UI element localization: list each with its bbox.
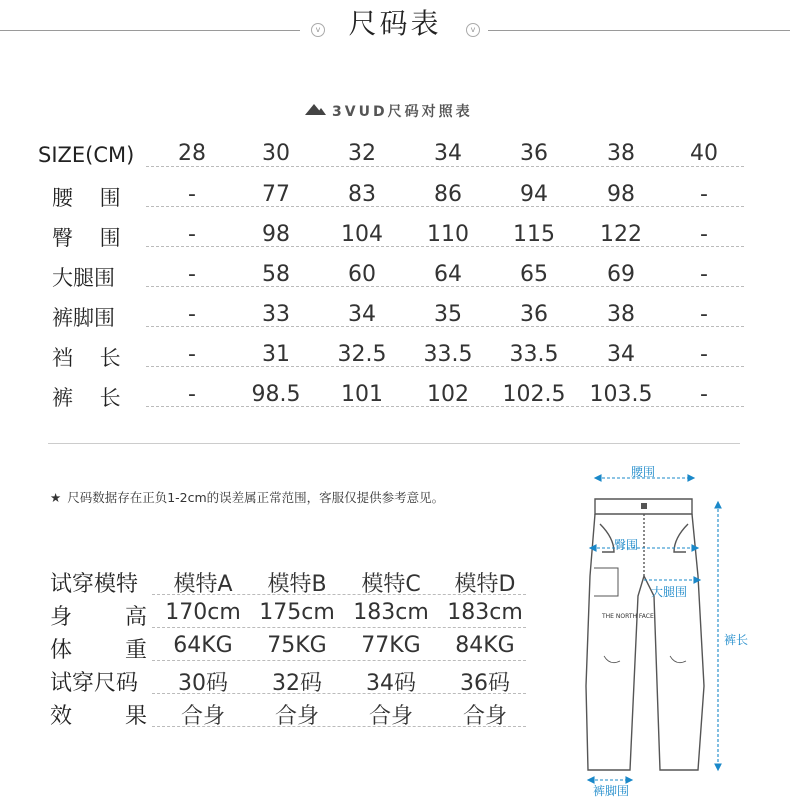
chevron-down-icon: v: [466, 23, 480, 37]
size-cell: -: [188, 382, 196, 407]
model-row-cell: 183cm: [447, 600, 523, 625]
row-divider: [146, 366, 744, 367]
size-row: [0, 260, 790, 300]
model-header-cell: 模特D: [454, 572, 516, 597]
knee-crease: [604, 656, 620, 663]
row-divider: [152, 693, 526, 694]
row-divider: [146, 246, 744, 247]
model-row-cell: 合身: [462, 704, 507, 729]
size-cell: 102.5: [502, 382, 566, 407]
size-row: [0, 300, 790, 340]
size-row: [0, 380, 790, 420]
model-header-label: 试穿模特: [50, 572, 139, 597]
size-row-label: 腰 围: [52, 186, 121, 210]
model-header-cell: 模特B: [267, 572, 327, 597]
pants-diagram: [580, 456, 780, 801]
model-row-cell: 36码: [460, 671, 510, 696]
size-row-label: 裤 长: [52, 386, 121, 410]
size-col-34: 34: [434, 141, 462, 166]
model-row-cell: 183cm: [353, 600, 429, 625]
knee-crease: [670, 656, 686, 663]
size-col-32: 32: [348, 141, 376, 166]
size-row: [0, 220, 790, 260]
model-row-cell: 170cm: [165, 600, 241, 625]
size-cell: -: [700, 302, 708, 327]
model-row-cell: 合身: [180, 704, 225, 729]
size-cell: 94: [520, 182, 548, 207]
size-cell: 34: [348, 302, 376, 327]
header-right-rule: [488, 30, 790, 31]
hip-label: 臀围: [614, 538, 639, 552]
size-cell: 33.5: [423, 342, 473, 367]
size-cell: 58: [262, 262, 290, 287]
size-cell: -: [700, 382, 708, 407]
thigh-pocket: [594, 568, 618, 596]
size-row-label: 臀 围: [52, 226, 121, 250]
size-cell: -: [188, 302, 196, 327]
size-note-text: 尺码数据存在正负1-2cm的误差属正常范围，客服仅提供参考意见。: [67, 490, 445, 505]
size-row-label: 大腿围: [52, 266, 115, 290]
model-row-cell: 合身: [274, 704, 319, 729]
size-cell: 69: [607, 262, 635, 287]
size-row-label: 裤脚围: [52, 306, 115, 330]
waist-label: 腰围: [631, 465, 656, 479]
size-cell: 83: [348, 182, 376, 207]
model-row-cell: 77KG: [361, 633, 421, 658]
model-header-cell: 模特A: [173, 572, 233, 597]
size-cell: 60: [348, 262, 376, 287]
size-cell: 65: [520, 262, 548, 287]
size-cell: -: [700, 182, 708, 207]
waist-button: [641, 503, 647, 509]
size-cell: 98: [607, 182, 635, 207]
size-cell: 98.5: [251, 382, 301, 407]
size-cell: 122: [600, 222, 642, 247]
row-divider: [146, 406, 744, 407]
row-divider: [146, 286, 744, 287]
size-cell: -: [700, 262, 708, 287]
model-row-cell: 64KG: [173, 633, 233, 658]
size-row-label: 裆 长: [52, 346, 121, 370]
size-cell: 115: [513, 222, 555, 247]
size-cell: 110: [427, 222, 469, 247]
model-row-label: 试穿尺码: [50, 671, 139, 696]
size-cell: 33.5: [509, 342, 559, 367]
size-header-row: [0, 140, 790, 180]
size-cell: 103.5: [589, 382, 653, 407]
size-row: [0, 340, 790, 380]
section-divider: [48, 443, 740, 444]
size-cell: 104: [341, 222, 383, 247]
model-row-cell: 34码: [366, 671, 416, 696]
size-col-38: 38: [607, 141, 635, 166]
size-cell: 32.5: [337, 342, 387, 367]
size-cell: -: [188, 182, 196, 207]
thigh-label: 大腿围: [651, 585, 688, 599]
size-cell: 33: [262, 302, 290, 327]
row-divider: [152, 660, 526, 661]
model-row-cell: 32码: [272, 671, 322, 696]
model-row-cell: 合身: [368, 704, 413, 729]
model-row-cell: 30码: [178, 671, 228, 696]
size-cell: 35: [434, 302, 462, 327]
table-subtitle: 3VUD尺码对照表: [332, 104, 473, 120]
size-row: [0, 180, 790, 220]
model-row-label: 身 高: [50, 605, 147, 630]
size-cell: 36: [520, 302, 548, 327]
model-row-cell: 75KG: [267, 633, 327, 658]
page-title: 尺码表: [348, 7, 442, 40]
size-cell: -: [700, 342, 708, 367]
size-cell: 77: [262, 182, 290, 207]
row-divider: [146, 206, 744, 207]
row-divider: [146, 166, 744, 167]
size-col-40: 40: [690, 141, 718, 166]
row-divider: [146, 326, 744, 327]
model-header-cell: 模特C: [361, 572, 421, 597]
size-cell: -: [700, 222, 708, 247]
hem-label: 裤脚围: [593, 784, 630, 798]
size-col-36: 36: [520, 141, 548, 166]
size-header-label: SIZE(CM): [38, 143, 135, 167]
size-cell: 64: [434, 262, 462, 287]
model-row-label: 体 重: [50, 638, 147, 663]
star-icon: ★: [50, 490, 62, 505]
mountain-icon-small: [316, 108, 326, 115]
model-row-cell: 175cm: [259, 600, 335, 625]
size-cell: 98: [262, 222, 290, 247]
size-cell: 86: [434, 182, 462, 207]
row-divider: [152, 594, 526, 595]
right-pocket: [674, 524, 688, 552]
model-row-label: 效 果: [50, 704, 147, 729]
model-row-cell: 84KG: [455, 633, 515, 658]
size-cell: 102: [427, 382, 469, 407]
chevron-down-icon: v: [311, 23, 325, 37]
size-note: [50, 488, 444, 506]
length-label: 裤长: [724, 633, 749, 647]
size-cell: 38: [607, 302, 635, 327]
size-cell: 101: [341, 382, 383, 407]
row-divider: [152, 627, 526, 628]
size-cell: 31: [262, 342, 290, 367]
row-divider: [152, 726, 526, 727]
brand-logo: THE NORTH FACE: [602, 613, 654, 620]
size-cell: -: [188, 222, 196, 247]
size-cell: -: [188, 342, 196, 367]
size-cell: 34: [607, 342, 635, 367]
size-col-28: 28: [178, 141, 206, 166]
size-col-30: 30: [262, 141, 290, 166]
size-cell: -: [188, 262, 196, 287]
